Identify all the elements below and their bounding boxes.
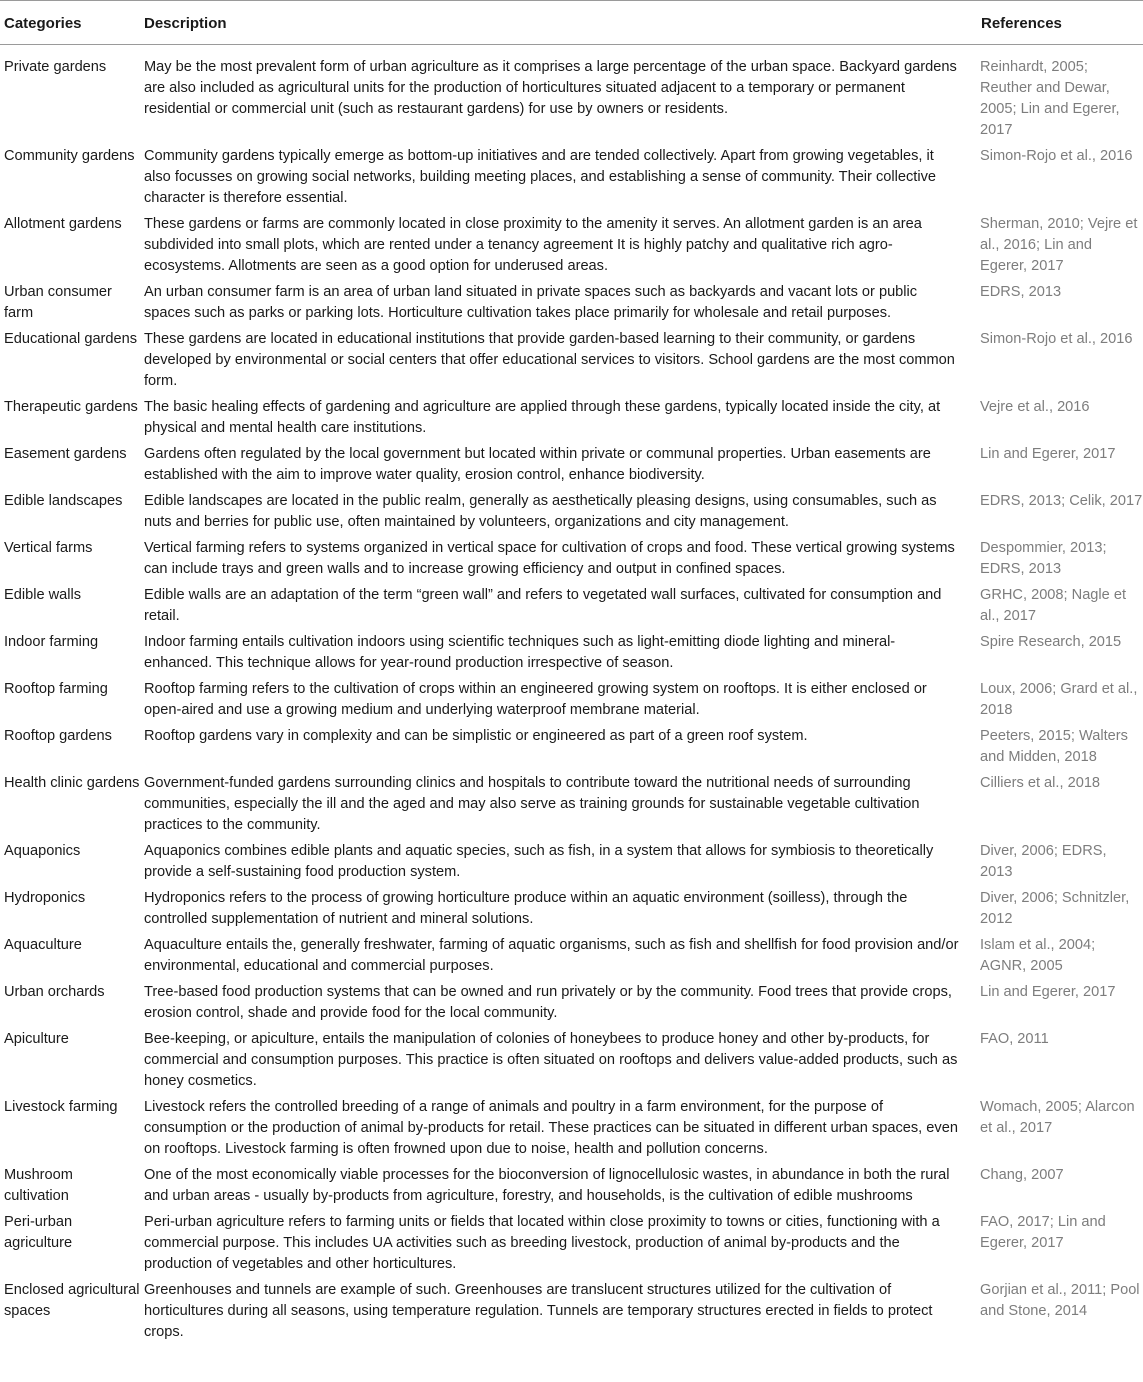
table-row xyxy=(0,397,1143,444)
description-cell: Indoor farming entails cultivation indoors using scientific techniques such as light-emitting diode lighting and mineral-enhanced. This technique allows for year-round production irrespective of season. xyxy=(144,634,896,671)
references-cell: Sherman, 2010; Vejre et al., 2016; Lin and Egerer, 2017 xyxy=(980,216,1138,274)
table-row xyxy=(0,146,1143,214)
category-cell: Hydroponics xyxy=(4,890,86,906)
category-cell: Private gardens xyxy=(4,59,107,75)
header-row xyxy=(0,1,1143,45)
references-cell: Vejre et al., 2016 xyxy=(980,399,1090,415)
table-row xyxy=(0,329,1143,397)
description-cell: Edible landscapes are located in the public realm, generally as aesthetically pleasing designs, using consumables, such as nuts and berries for public use, often maintained by volunteers, organizations and city management. xyxy=(144,493,937,530)
description-cell: Aquaculture entails the, generally freshwater, farming of aquatic organisms, such as fish and shellfish for food provision and/or environmental, educational and commercial purposes. xyxy=(144,937,959,974)
references-cell: Despommier, 2013; EDRS, 2013 xyxy=(980,540,1107,577)
category-cell: Aquaculture xyxy=(4,937,82,953)
description-cell: Tree-based food production systems that can be owned and run privately or by the community. Food trees that provide crops, erosion control, shade and provide food for the local community. xyxy=(144,984,952,1021)
category-cell: Rooftop farming xyxy=(4,681,108,697)
table-row xyxy=(0,935,1143,982)
table-row xyxy=(0,214,1143,282)
references-cell: Spire Research, 2015 xyxy=(980,634,1122,650)
table-row xyxy=(0,585,1143,632)
table-header xyxy=(0,1,1143,45)
category-cell: Educational gardens xyxy=(4,331,138,347)
category-cell: Aquaponics xyxy=(4,843,81,859)
table-row xyxy=(0,1029,1143,1097)
description-cell: Edible walls are an adaptation of the term “green wall” and refers to vegetated wall surfaces, cultivated for consumption and retail. xyxy=(144,587,942,624)
references-cell: Lin and Egerer, 2017 xyxy=(980,984,1116,1000)
references-cell: Simon-Rojo et al., 2016 xyxy=(980,148,1133,164)
references-cell: Loux, 2006; Grard et al., 2018 xyxy=(980,681,1138,718)
category-cell: Livestock farming xyxy=(4,1099,118,1115)
description-cell: Peri-urban agriculture refers to farming units or fields that located within close proximity to towns or cities, functioning with a commercial purpose. This includes UA activities such as breeding livestock, production of animal by-products and the production of vegetables and other horticultures. xyxy=(144,1214,940,1272)
description-cell: One of the most economically viable processes for the bioconversion of lignocellulosic wastes, in abundance in both the rural and urban areas - usually by-products from agriculture, forestry, and households, is the cultivation of edible mushrooms xyxy=(144,1167,950,1204)
references-cell: EDRS, 2013 xyxy=(980,284,1062,300)
references-cell: FAO, 2011 xyxy=(980,1031,1049,1047)
header-categories: Categories xyxy=(0,1,141,45)
description-cell: These gardens are located in educational institutions that provide garden-based learning to their community, or gardens developed by environmental or social centers that offer educational services to visitors. School gardens are the most common form. xyxy=(144,331,955,389)
table-row xyxy=(0,1165,1143,1212)
table-body xyxy=(0,45,1143,1344)
description-cell: Community gardens typically emerge as bottom-up initiatives and are tended collectively. Apart from growing vegetables, it also focusses on growing social networks, building meeting places, and establishing a sense of community. Their collective character is therefore essential. xyxy=(144,148,936,206)
table-row xyxy=(0,841,1143,888)
table-row xyxy=(0,982,1143,1029)
references-cell: Diver, 2006; Schnitzler, 2012 xyxy=(980,890,1130,927)
table-row xyxy=(0,679,1143,726)
category-cell: Urban consumer farm xyxy=(4,284,112,321)
category-cell: Rooftop gardens xyxy=(4,728,112,744)
category-cell: Edible landscapes xyxy=(4,493,123,509)
table-row xyxy=(0,491,1143,538)
references-cell: Islam et al., 2004; AGNR, 2005 xyxy=(980,937,1096,974)
description-cell: Aquaponics combines edible plants and aquatic species, such as fish, in a system that allows for symbiosis to theoretically provide a self-sustaining food production system. xyxy=(144,843,934,880)
category-cell: Easement gardens xyxy=(4,446,127,462)
category-cell: Enclosed agricultural spaces xyxy=(4,1282,140,1319)
references-cell: Gorjian et al., 2011; Pool and Stone, 2014 xyxy=(980,1282,1140,1319)
table-row xyxy=(0,1097,1143,1165)
description-cell: An urban consumer farm is an area of urban land situated in private spaces such as backyards and vacant lots or public spaces such as parks or parking lots. Horticulture cultivation takes place primarily for wholesale and retail purposes. xyxy=(144,284,918,321)
category-cell: Allotment gardens xyxy=(4,216,122,232)
description-cell: Bee-keeping, or apiculture, entails the manipulation of colonies of honeybees to produce honey and other by-products, for commercial and consumption purposes. This practice is often situated on rooftops and delivers value-added products, such as honey cosmetics. xyxy=(144,1031,958,1089)
table-row xyxy=(0,632,1143,679)
description-cell: Government-funded gardens surrounding clinics and hospitals to contribute toward the nutritional needs of surrounding communities, especially the ill and the aged and may also serve as training grounds for sustainable vegetable cultivation practices to the community. xyxy=(144,775,920,833)
table-row xyxy=(0,444,1143,491)
category-cell: Indoor farming xyxy=(4,634,99,650)
references-cell: Diver, 2006; EDRS, 2013 xyxy=(980,843,1107,880)
table-row xyxy=(0,1212,1143,1280)
references-cell: Peeters, 2015; Walters and Midden, 2018 xyxy=(980,728,1128,765)
table-row xyxy=(0,726,1143,773)
header-description: Description xyxy=(141,1,977,45)
description-cell: May be the most prevalent form of urban agriculture as it comprises a large percentage of the urban space. Backyard gardens are also included as agricultural units for the production of horticultures situated adjacent to a temporary or permanent residential or commercial unit (such as restaurant gardens) for use by owners or residents. xyxy=(144,59,957,117)
category-cell: Peri-urban agriculture xyxy=(4,1214,73,1251)
references-cell: FAO, 2017; Lin and Egerer, 2017 xyxy=(980,1214,1106,1251)
category-cell: Mushroom cultivation xyxy=(4,1167,73,1204)
description-cell: Vertical farming refers to systems organized in vertical space for cultivation of crops and food. These vertical growing systems can include trays and green walls and to increase growing efficiency and output in confined spaces. xyxy=(144,540,955,577)
table-row xyxy=(0,888,1143,935)
description-cell: Rooftop gardens vary in complexity and can be simplistic or engineered as part of a green roof system. xyxy=(144,728,808,744)
description-cell: Greenhouses and tunnels are example of such. Greenhouses are translucent structures utilized for the cultivation of horticultures during all seasons, using temperature regulation. Tunnels are temporary structures erected in fields to protect crops. xyxy=(144,1282,933,1340)
description-cell: Hydroponics refers to the process of growing horticulture produce within an aquatic environment (soilless), through the controlled supplementation of nutrient and mineral solutions. xyxy=(144,890,908,927)
category-cell: Urban orchards xyxy=(4,984,105,1000)
references-cell: Chang, 2007 xyxy=(980,1167,1064,1183)
description-cell: Gardens often regulated by the local government but located within private or communal properties. Urban easements are established with the aim to improve water quality, erosion control, enhance biodiversity. xyxy=(144,446,931,483)
references-cell: Womach, 2005; Alarcon et al., 2017 xyxy=(980,1099,1135,1136)
description-cell: The basic healing effects of gardening and agriculture are applied through these gardens, typically located inside the city, at physical and mental health care institutions. xyxy=(144,399,941,436)
category-cell: Apiculture xyxy=(4,1031,69,1047)
table-row xyxy=(0,282,1143,329)
references-cell: Cilliers et al., 2018 xyxy=(980,775,1101,791)
category-cell: Health clinic gardens xyxy=(4,775,140,791)
table-row xyxy=(0,538,1143,585)
references-cell: GRHC, 2008; Nagle et al., 2017 xyxy=(980,587,1127,624)
references-cell: Reinhardt, 2005; Reuther and Dewar, 2005; Lin and Egerer, 2017 xyxy=(980,59,1120,138)
description-cell: Rooftop farming refers to the cultivation of crops within an engineered growing system on rooftops. It is either enclosed or open-aired and use a growing medium and underlying waterproof membrane material. xyxy=(144,681,927,718)
references-cell: Lin and Egerer, 2017 xyxy=(980,446,1116,462)
description-cell: These gardens or farms are commonly located in close proximity to the amenity it serves. An allotment garden is an area subdivided into small plots, which are rented under a tenancy agreement It is highly patchy and qualitative rich agro-ecosystems. Allotments are seen as a good option for underused areas. xyxy=(144,216,922,274)
references-cell: EDRS, 2013; Celik, 2017 xyxy=(980,493,1143,509)
description-cell: Livestock refers the controlled breeding of a range of animals and poultry in a farm environment, for the purpose of consumption or the production of animal by-products for retail. These practices can be situated in different urban spaces, even on rooftops. Livestock farming is often frowned upon due to noise, health and pollution concerns. xyxy=(144,1099,958,1157)
category-cell: Community gardens xyxy=(4,148,135,164)
references-cell: Simon-Rojo et al., 2016 xyxy=(980,331,1133,347)
category-cell: Edible walls xyxy=(4,587,82,603)
header-references: References xyxy=(977,1,1143,45)
table-row xyxy=(0,45,1143,147)
table-row xyxy=(0,773,1143,841)
table-row xyxy=(0,1280,1143,1343)
category-cell: Vertical farms xyxy=(4,540,93,556)
category-cell: Therapeutic gardens xyxy=(4,399,138,415)
